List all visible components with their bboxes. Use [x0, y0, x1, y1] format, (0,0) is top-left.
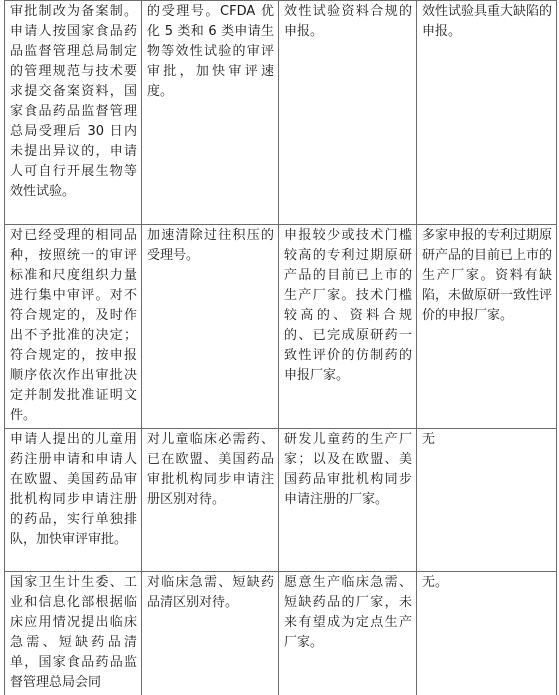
policy-table	[4, 0, 557, 695]
table-cell: 国家卫生计生委、工业和信息化部根据临床应用情况提出临床急需、短缺药品清单，国家食品药品监督管理总局会同	[5, 572, 142, 695]
table-cell: 对儿童临床必需药、已在欧盟、美国药品审批机构同步申请注册区别对待。	[142, 429, 279, 572]
table-cell: 加速清除过往积压的受理号。	[142, 225, 279, 429]
table-cell: 对已经受理的相同品种，按照统一的审评标准和尺度组织力量进行集中审评。对不符合规定的，及时作出不予批准的决定；符合规定的，按申报顺序依次作出审批决定并制发批准证明文件。	[5, 225, 142, 429]
table-row	[5, 1, 557, 225]
table-cell: 对临床急需、短缺药品清区别对待。	[142, 572, 279, 695]
table-cell: 申请人提出的儿童用药注册申请和申请人在欧盟、美国药品审批机构同步申请注册的药品，实行单独排队，加快审评审批。	[5, 429, 142, 572]
table-cell: 的受理号。CFDA 优化 5 类和 6 类申请生物等效性试验的审评审批，加快审评速度。	[142, 1, 279, 225]
table-cell: 多家申报的专利过期原研产品的目前已上市的生产厂家。资料有缺陷，未做原研一致性评价的申报厂家。	[417, 225, 557, 429]
table-cell: 效性试验具重大缺陷的申报。	[417, 1, 557, 225]
table-cell: 研发儿童药的生产厂家；以及在欧盟、美国药品审批机构同步申请注册的厂家。	[279, 429, 417, 572]
table-cell: 无	[417, 429, 557, 572]
table-row	[5, 225, 557, 429]
table-row	[5, 429, 557, 572]
table-cell: 效性试验资料合规的申报。	[279, 1, 417, 225]
table-cell: 无。	[417, 572, 557, 695]
table-cell: 审批制改为备案制。申请人按国家食品药品监督管理总局制定的管理规范与技术要求提交备案资料，国家食品药品监督管理总局受理后 30 日内未提出异议的，申请人可自行开展生物等效性试验。	[5, 1, 142, 225]
table-cell: 愿意生产临床急需、短缺药品的厂家，未来有望成为定点生产厂家。	[279, 572, 417, 695]
table-cell: 申报较少或技术门槛较高的专利过期原研产品的目前已上市的生产厂家。技术门槛较高的、资料合规的、已完成原研药一致性评价的仿制药的申报厂家。	[279, 225, 417, 429]
table-row	[5, 572, 557, 695]
